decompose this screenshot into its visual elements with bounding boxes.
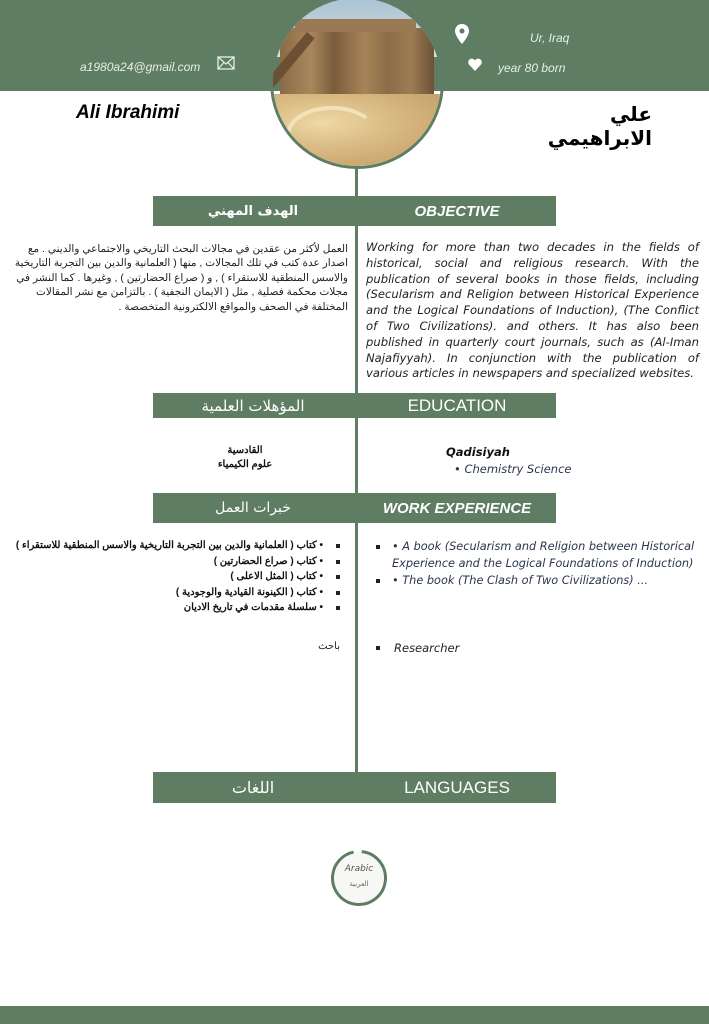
work-list-arabic [10,538,345,616]
objective-text-arabic: العمل لأكثر من عقدين في مجالات البحث التاريخي والاجتماعي والديني . مع اصدار عدة كتب في تلك المجالات , منها ( العلمانية والدين بين التجربة التاريخية والاسس المنطقية للاستقراء ) , و ( صراع الحضارتين ) , وغيرها . كما النشر في مجلات محكمة فصلية , مثل ( الايمان النجفية ) . بالتزامن مع نشر المقالات المختلفة في الصحف والمواقع الالكترونية المتخصصة . [14,243,348,313]
section-header-work [153,493,556,523]
list-item: • كتاب ( المثل الاعلى ) [10,569,345,585]
email-text[interactable]: a1980a24@gmail.com [80,60,201,74]
list-item: • كتاب ( الكينونة القيادية والوجودية ) [10,585,345,601]
list-item: • كتاب ( العلمانية والدين بين التجربة التاريخية والاسس المنطقية للاستقراء ) [10,538,345,554]
education-arabic: القادسية علوم الكيمياء [217,445,273,470]
section-title-english: LANGUAGES [404,777,510,797]
section-header-objective [153,196,556,226]
location-text: Ur, Iraq [530,31,570,45]
list-item: • The book (The Clash of Two Civilizations) ... [372,572,702,589]
language-progress-ring [330,849,388,907]
envelope-icon [217,56,235,70]
education-institution: Qadisiyah [446,445,510,459]
section-title-arabic: خبرات العمل [215,500,291,516]
section-title-english: WORK EXPERIENCE [382,499,532,517]
heart-icon [468,58,482,71]
role-english: Researcher [372,641,459,655]
section-title-arabic: المؤهلات العلمية [201,396,305,415]
list-item: • A book (Secularism and Religion between Historical Experience and the Logical Foundations of Induction) [372,538,702,572]
name-english: Ali Ibrahimi [76,102,180,123]
section-header-education [153,393,556,418]
role-arabic: باحث [318,641,340,652]
language-name-arabic: العربية [349,880,369,888]
objective-text-english: Working for more than two decades in the fields of historical, social and religious research. With the publication of several books in those fields, including (Secularism and Religion between Historical Experience and the Logical Foundations of Induction), (The Conflict of Two Civilizations). and others. It has also been published in quarterly court journals, such as (Al-Iman Najafiyyah). In conjunction with the publication of various articles in newspapers and specialized websites. [366,240,699,381]
language-name-english: Arabic [344,864,374,874]
footer-bar [0,1006,709,1024]
section-title-arabic: الهدف المهني [207,203,299,219]
list-item: • كتاب ( صراع الحضارتين ) [10,554,345,570]
list-item: • سلسلة مقدمات في تاريخ الاديان [10,600,345,616]
map-pin-icon [455,24,469,44]
name-arabic: علي الابراهيمي [547,102,652,150]
section-header-languages [153,772,556,803]
section-title-english: OBJECTIVE [414,202,500,220]
profile-photo [270,0,444,169]
section-title-english: EDUCATION [407,395,507,415]
timeline-line [355,160,358,772]
section-title-arabic: اللغات [231,778,275,797]
work-list-english [372,538,702,589]
education-field: • Chemistry Science [454,462,572,476]
birth-text: year 80 born [498,61,566,75]
